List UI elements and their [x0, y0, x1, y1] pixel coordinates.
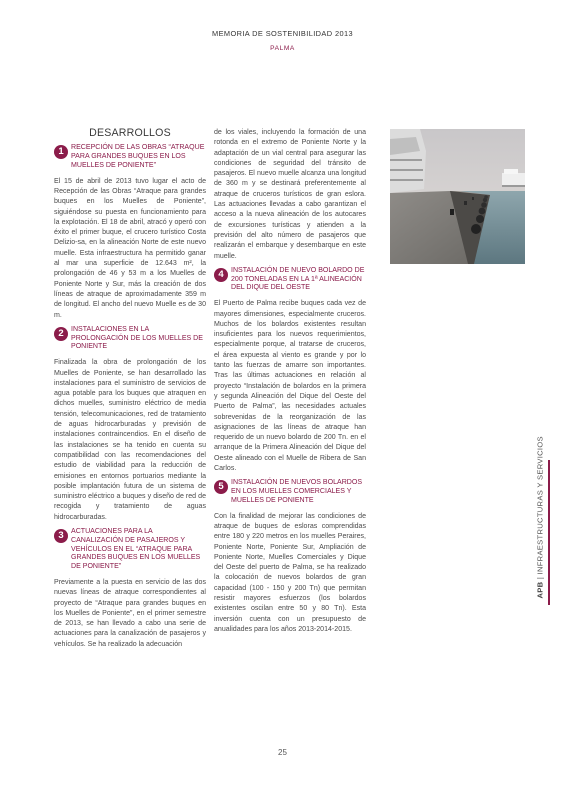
document-title: MEMORIA DE SOSTENIBILIDAD 2013: [212, 29, 353, 38]
item-heading-3: [54, 528, 206, 572]
item-heading-text: INSTALACIÓN DE NUEVO BOLARDO DE 200 TONELADAS EN LA 1ª ALINEACIÓN DEL DIQUE DEL OESTE: [231, 266, 365, 292]
item-heading-5: [214, 479, 366, 505]
item-body-2: Finalizada la obra de prolongación de los Muelles de Poniente, se han desarrollado las instalaciones para el suministro de servicios de agua potable para los buques que atraquen en dichos muelles, suministro eléctrico de media tensión, telecomunicaciones, red de tratamiento de aguas hidrocarburadas y previsión de instalaciones contraincendios. En el diseño de las instalaciones se ha tenido en cuenta su compatibilidad con las recomendaciones del estudio de viabilidad para la reducción de emisiones en entornos portuarios mediante la posible implantación futura de un sistema de suministro eléctrico a buques y diseño de red de recogida y tratamiento de aguas hidrocarburadas.: [54, 359, 206, 521]
item-body-4: El Puerto de Palma recibe buques cada vez de mayores dimensiones, especialmente cruceros. Muchos de los bolardos existentes resultan insuficientes para los nuevos requerimientos, especialmente porque, al tratarse de cruceros, el área expuesta al viento es grande y por lo tanto las fuerzas de amarre son importantes. Tras las últimas actuaciones en relación al proyecto “Instalación de bolardos en la primera y segunda Alineación del Dique del Oeste del Puerto de Palma”, las necesidades actuales sobrevenidas de la reorganización de las asignaciones de las líneas de atraque han requerido de un nuevo bolardo de 200 Tn. en el arranque de la Primera Alineación del Dique del Oeste alineado con el Muelle de Ribera de San Carlos.: [214, 300, 366, 472]
page-number: 25: [278, 748, 287, 757]
item-heading-text: INSTALACIÓN DE NUEVOS BOLARDOS EN LOS MUELLES COMERCIALES Y MUELLES DE PONIENTE: [231, 479, 363, 504]
port-photo: [390, 129, 525, 264]
side-accent-bar: [548, 460, 550, 605]
number-badge: 3: [54, 529, 68, 543]
side-section: INFRAESTRUCTURAS Y SERVICIOS: [535, 436, 545, 575]
item-body-5: Con la finalidad de mejorar las condiciones de atraque de buques de esloras comprendidas entre 180 y 220 metros en los muelles Peraires, Poniente Norte, Poniente Sur, Ampliación de Poniente Norte, Muelles Comerciales y Dique del Oeste del puerto de Palma, se ha realizado la colocación de nuevos bolardos de gran capacidad (100 - 150 y 200 Tn) que permitan resistir mayores esfuerzos (los bolardos existentes oscilan entre 50 y 80 Tn). Esta inversión cuenta con un presupuesto de anualidades para los años 2013-2014-2015.: [214, 512, 366, 633]
number-badge: 4: [214, 268, 228, 282]
item-heading-1: [54, 144, 206, 170]
item-heading-text: INSTALACIONES EN LA PROLONGACIÓN DE LOS MUELLES DE PONIENTE: [71, 325, 203, 351]
side-label: [534, 436, 545, 605]
side-org: APB: [535, 581, 545, 599]
item-heading-text: RECEPCIÓN DE LAS OBRAS “ATRAQUE PARA GRANDES BUQUES EN LOS MUELLES DE PONIENTE”: [71, 144, 205, 169]
item-body-3-continued: de los viales, incluyendo la formación de una rotonda en el extremo de Poniente Norte y la adaptación de un vial central para asegurar las condiciones de seguridad del tránsito de pasajeros. El nuevo muelle alcanza una longitud de 360 m y se destinará preferentemente al atraque de cruceros turísticos de gran eslora. Las actuaciones llevadas a cabo garantizan el acceso a la nueva alineación de los autocares de excursiones turísticas y atienden a la previsión del alto número de pasajeros que realizarán el embarque y desembarque en este muelle.: [214, 129, 366, 260]
item-body-1: El 15 de abril de 2013 tuvo lugar el acto de Recepción de las Obras “Atraque para grandes buques en los Muelles de Poniente”, siguiéndose su puesta en funcionamiento para la explotación. El 18 de abril, atracó y operó con éxito el primer buque, el crucero turístico Costa Delizio-sa, en la alineación Norte de este nuevo muelle. Esta infraestructura ha permitido ganar al mar una superficie de 12.643 m², la prolongación de 46 y 53 m a los Muelles de Poniente Norte y Sur, más la creación de dos líneas de atraque de aproximadamente 359 m de longitud. El ancho del nuevo Muelle es de 30 m.: [54, 177, 206, 319]
column-middle: [214, 128, 366, 635]
item-body-3: Previamente a la puesta en servicio de las dos nuevas líneas de atraque correspondientes al proyecto de “Atraque para grandes buques en los Muelles de Poniente”, en el primer semestre de 2013, se han llevado a cabo una serie de actuaciones para la canalización de pasajeros y vehículos. Se ha realizado la adecuación: [54, 578, 206, 648]
item-heading-2: [54, 326, 206, 352]
number-badge: 1: [54, 145, 68, 159]
number-badge: 5: [214, 480, 228, 494]
item-heading-4: [214, 267, 366, 293]
section-title: DESARROLLOS: [89, 127, 171, 139]
pier-bollards-image: [390, 129, 525, 264]
column-left: [54, 128, 206, 650]
number-badge: 2: [54, 327, 68, 341]
side-label-text: APB | INFRAESTRUCTURAS Y SERVICIOS: [535, 436, 545, 599]
document-subtitle: PALMA: [270, 45, 295, 52]
item-heading-text: ACTUACIONES PARA LA CANALIZACIÓN DE PASAJEROS Y VEHÍCULOS EN EL “ATRAQUE PARA GRANDES BUQUES EN LOS MUELLES DE PONIENTE”: [71, 527, 201, 571]
